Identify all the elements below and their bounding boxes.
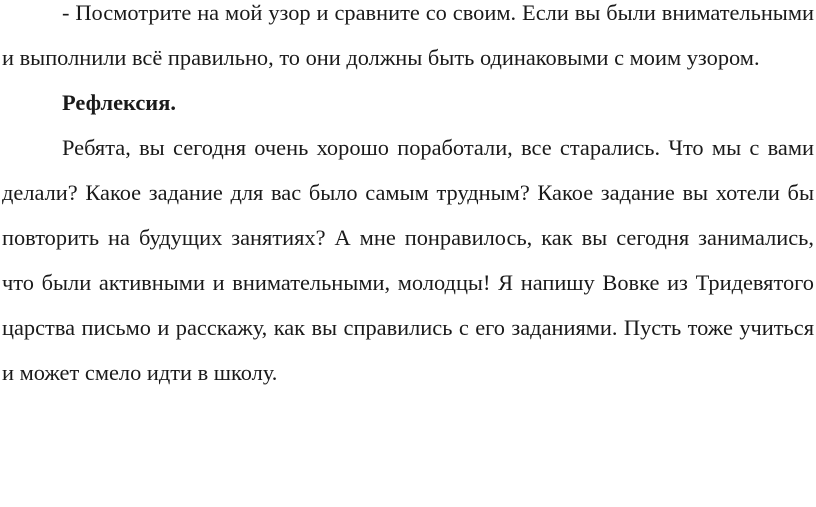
heading-text: Рефлексия. <box>62 90 176 115</box>
section-heading <box>2 80 814 125</box>
instruction-paragraph: - Посмотрите на мой узор и сравните со своим. Если вы были внимательными и выполнили всё правильно, то они должны быть одинаковыми с моим узором. <box>2 0 814 70</box>
reflection-paragraph: Ребята, вы сегодня очень хорошо поработали, все старались. Что мы с вами делали? Какое задание для вас было самым трудным? Какое задание вы хотели бы повторить на будущих занятиях? А мне понравилось, как вы сегодня занимались, что были активными и внимательными, молодцы! Я напишу Вовке из Тридевятого царства письмо и расскажу, как вы справились с его заданиями. Пусть тоже учиться и может смело идти в школу. <box>2 135 814 385</box>
